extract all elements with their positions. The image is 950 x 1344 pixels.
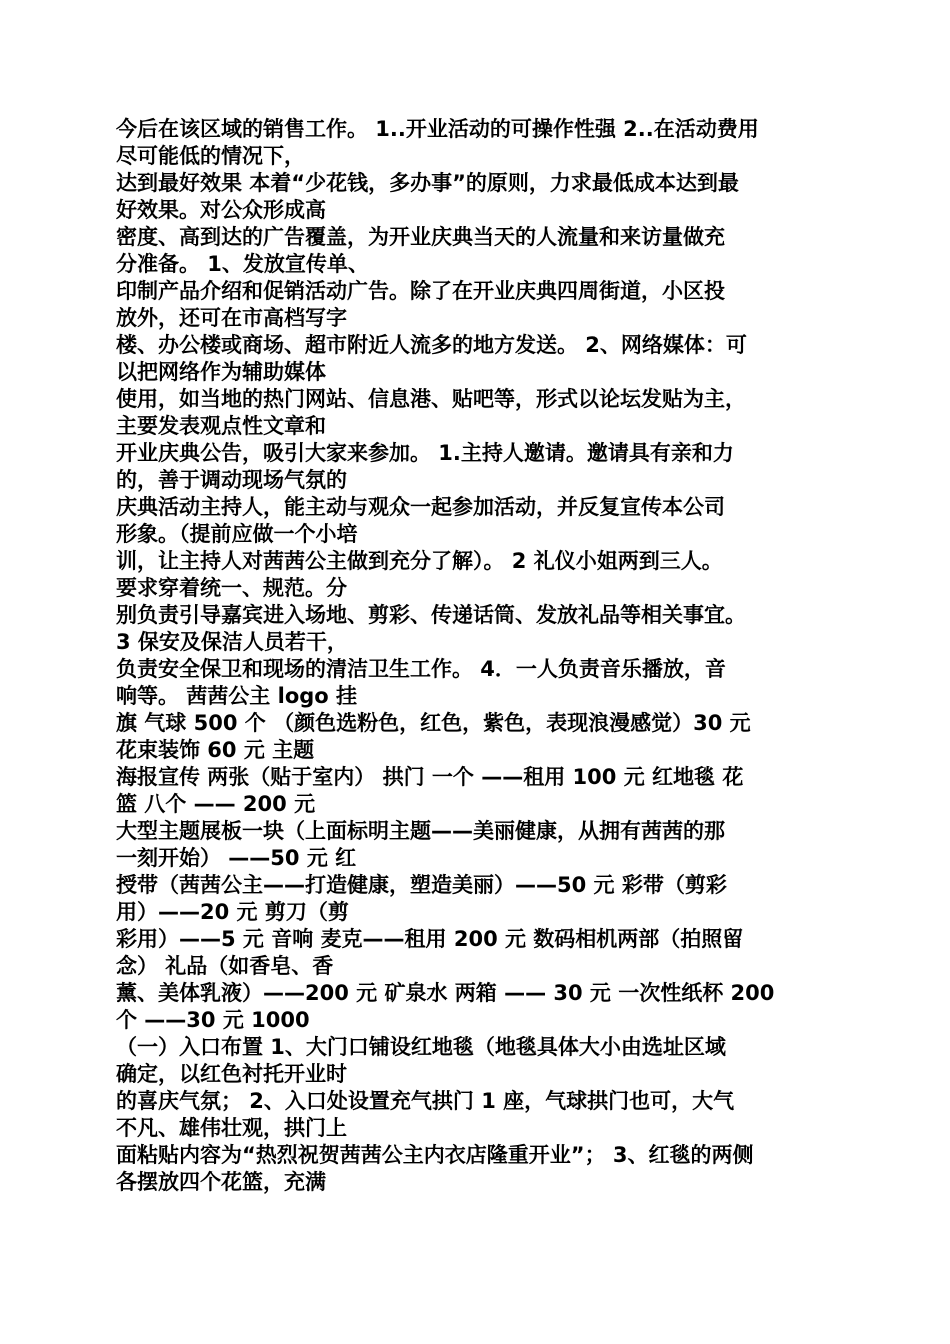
text-line: 海报宣传 两张（贴于室内） 拱门 一个 ——租用 100 元 红地毯 花	[116, 765, 744, 789]
text-line: 旗 气球 500 个 （颜色选粉色，红色，紫色，表现浪漫感觉）30 元	[116, 711, 751, 735]
text-line: 的，善于调动现场气氛的	[116, 468, 347, 492]
text-line: 的喜庆气氛； 2、入口处设置充气拱门 1 座，气球拱门也可，大气	[116, 1089, 735, 1113]
text-line: 今后在该区域的销售工作。 1..开业活动的可操作性强 2..在活动费用	[116, 117, 759, 141]
text-line: 别负责引导嘉宾进入场地、剪彩、传递话筒、发放礼品等相关事宜。	[116, 603, 746, 627]
text-line: 主要发表观点性文章和	[116, 414, 326, 438]
text-line: 庆典活动主持人，能主动与观众一起参加活动，并反复宣传本公司	[116, 495, 725, 519]
text-line: 分准备。 1、发放宣传单、	[116, 252, 369, 276]
text-line: 个 ——30 元 1000	[116, 1008, 310, 1032]
text-line: 使用，如当地的热门网站、信息港、贴吧等，形式以论坛发贴为主，	[116, 387, 746, 411]
text-line: 要求穿着统一、规范。分	[116, 576, 347, 600]
text-line: 训，让主持人对茜茜公主做到充分了解）。 2 礼仪小姐两到三人。	[116, 549, 723, 573]
document-body	[116, 116, 838, 1196]
text-line: 形象。（提前应做一个小培	[116, 522, 358, 546]
text-line: 用）——20 元 剪刀（剪	[116, 900, 349, 924]
text-line: 花束装饰 60 元 主题	[116, 738, 315, 762]
text-line: 密度、高到达的广告覆盖，为开业庆典当天的人流量和来访量做充	[116, 225, 725, 249]
text-line: 薰、美体乳液）——200 元 矿泉水 两箱 —— 30 元 一次性纸杯 200	[116, 981, 775, 1005]
text-line: 尽可能低的情况下，	[116, 144, 305, 168]
text-line: 以把网络作为辅助媒体	[116, 360, 326, 384]
text-line: 各摆放四个花篮，充满	[116, 1170, 326, 1194]
text-line: （一）入口布置 1、大门口铺设红地毯（地毯具体大小由选址区域	[116, 1035, 726, 1059]
text-line: 确定，以红色衬托开业时	[116, 1062, 347, 1086]
text-line: 楼、办公楼或商场、超市附近人流多的地方发送。 2、网络媒体：可	[116, 333, 747, 357]
text-line: 篮 八个 —— 200 元	[116, 792, 316, 816]
text-line: 授带（茜茜公主——打造健康，塑造美丽）——50 元 彩带（剪彩	[116, 873, 727, 897]
text-line: 念） 礼品（如香皂、香	[116, 954, 334, 978]
text-line: 一刻开始） ——50 元 红	[116, 846, 357, 870]
text-line: 不凡、雄伟壮观，拱门上	[116, 1116, 347, 1140]
text-line: 放外，还可在市高档写字	[116, 306, 347, 330]
text-line: 大型主题展板一块（上面标明主题——美丽健康，从拥有茜茜的那	[116, 819, 725, 843]
text-line: 3 保安及保洁人员若干，	[116, 630, 348, 654]
text-line: 达到最好效果 本着“少花钱，多办事”的原则，力求最低成本达到最	[116, 171, 739, 195]
text-line: 响等。 茜茜公主 logo 挂	[116, 684, 358, 708]
text-line: 面粘贴内容为“热烈祝贺茜茜公主内衣店隆重开业”； 3、红毯的两侧	[116, 1143, 754, 1167]
text-line: 好效果。对公众形成高	[116, 198, 326, 222]
text-line: 负责安全保卫和现场的清洁卫生工作。 4．一人负责音乐播放，音	[116, 657, 726, 681]
text-line: 开业庆典公告，吸引大家来参加。 1.主持人邀请。邀请具有亲和力	[116, 441, 734, 465]
text-line: 印制产品介绍和促销活动广告。除了在开业庆典四周街道，小区投	[116, 279, 725, 303]
text-line: 彩用）——5 元 音响 麦克——租用 200 元 数码相机两部（拍照留	[116, 927, 744, 951]
